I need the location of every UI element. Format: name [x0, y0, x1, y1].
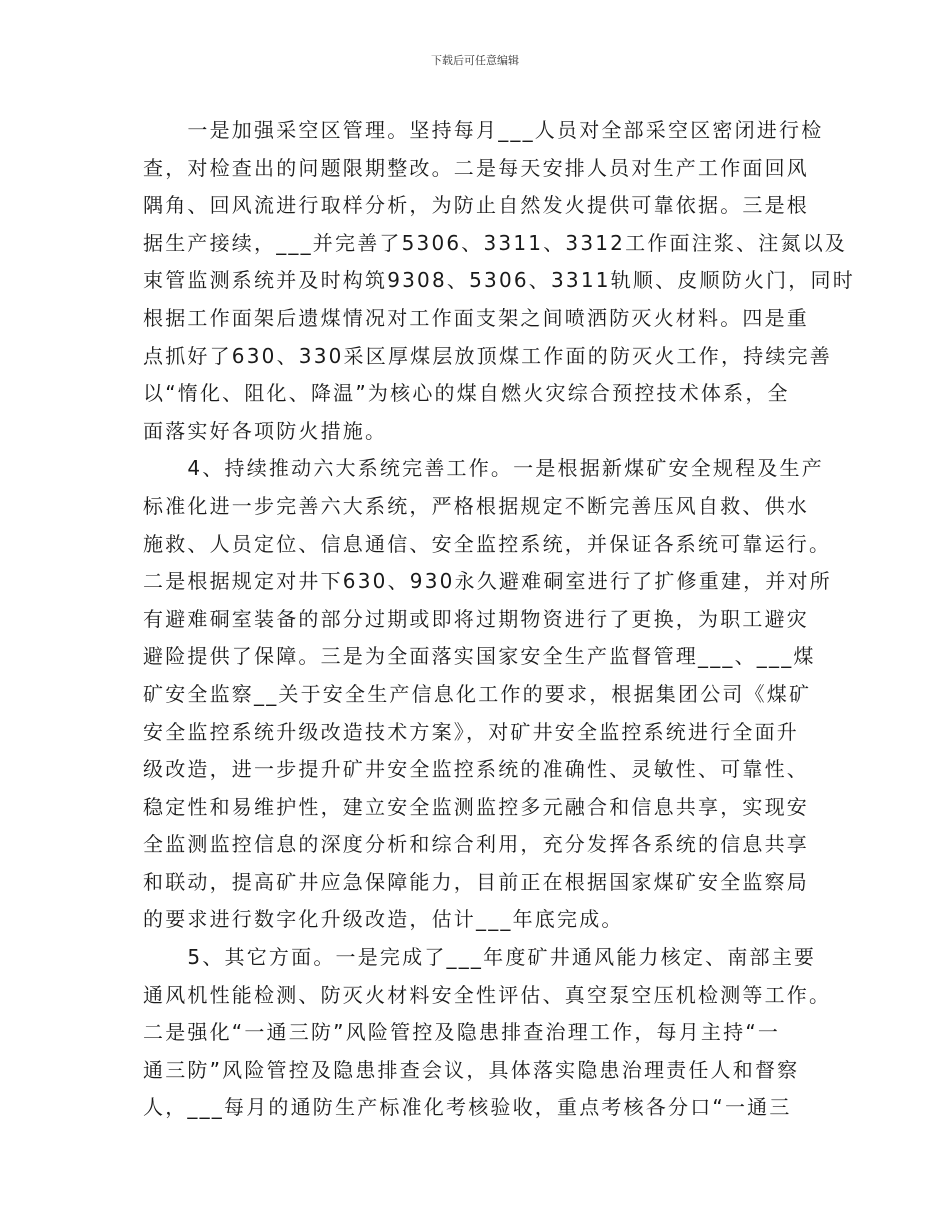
text-line: 面落实好各项防火措施。	[143, 418, 388, 443]
text-line: 隅角、回风流进行取样分析，为防止自然发火提供可靠依据。三是根	[143, 193, 809, 218]
text-line: 点抓好了630、330采区厚煤层放顶煤工作面的防灭火工作，持续完善	[143, 343, 832, 368]
text-line: 一是加强采空区管理。坚持每月___人员对全部采空区密闭进行检	[143, 118, 824, 142]
document-body	[143, 112, 855, 1127]
text-line: 据生产接续，___并完善了5306、3311、3312工作面注浆、注氮以及	[143, 230, 848, 255]
text-line: 矿安全监察__关于安全生产信息化工作的要求，根据集团公司《煤矿	[143, 681, 812, 706]
text-line: 通三防”风险管控及隐患排查会议，具体落实隐患治理责任人和督察	[143, 1057, 800, 1082]
text-line: 和联动，提高矿井应急保障能力，目前正在根据国家煤矿安全监察局	[143, 869, 809, 894]
text-line: 5、其它方面。一是完成了___年度矿井通风能力核定、南部主要	[143, 945, 817, 970]
text-line: 人，___每月的通防生产标准化考核验收，重点考核各分口“一通三	[143, 1095, 792, 1120]
text-line: 全监测监控信息的深度分析和综合利用，充分发挥各系统的信息共享	[143, 832, 809, 857]
text-line: 束管监测系统并及时构筑9308、5306、3311轨顺、皮顺防火门，同时	[143, 268, 855, 293]
text-line: 的要求进行数字化升级改造，估计___年底完成。	[143, 907, 624, 932]
page-header: 下载后可任意编辑	[431, 54, 519, 67]
text-line: 二是根据规定对井下630、930永久避难硐室进行了扩修重建，并对所	[143, 569, 832, 594]
text-line: 二是强化“一通三防”风险管控及隐患排查治理工作，每月主持“一	[143, 1020, 781, 1045]
text-line: 级改造，进一步提升矿井安全监控系统的准确性、灵敏性、可靠性、	[143, 757, 809, 782]
text-line: 标准化进一步完善六大系统，严格根据规定不断完善压风自救、供水	[143, 493, 809, 518]
text-line: 安全监控系统升级改造技术方案》，对矿井安全监控系统进行全面升	[143, 719, 799, 744]
text-line: 查，对检查出的问题限期整改。二是每天安排人员对生产工作面回风	[143, 155, 809, 180]
text-line: 通风机性能检测、防灭火材料安全性评估、真空泵空压机检测等工作。	[143, 982, 832, 1007]
text-line: 根据工作面架后遗煤情况对工作面支架之间喷洒防灭火材料。四是重	[143, 305, 809, 330]
text-line: 有避难硐室装备的部分过期或即将过期物资进行了更换，为职工避灾	[143, 606, 809, 631]
text-line: 稳定性和易维护性，建立安全监测监控多元融合和信息共享，实现安	[143, 794, 809, 819]
text-line: 避险提供了保障。三是为全面落实国家安全生产监督管理___、___煤	[143, 644, 816, 669]
text-line: 以“惰化、阻化、降温”为核心的煤自燃火灾综合预控技术体系，全	[143, 381, 790, 406]
text-line: 4、持续推动六大系统完善工作。一是根据新煤矿安全规程及生产	[143, 456, 824, 481]
text-line: 施救、人员定位、信息通信、安全监控系统，并保证各系统可靠运行。	[143, 531, 832, 556]
